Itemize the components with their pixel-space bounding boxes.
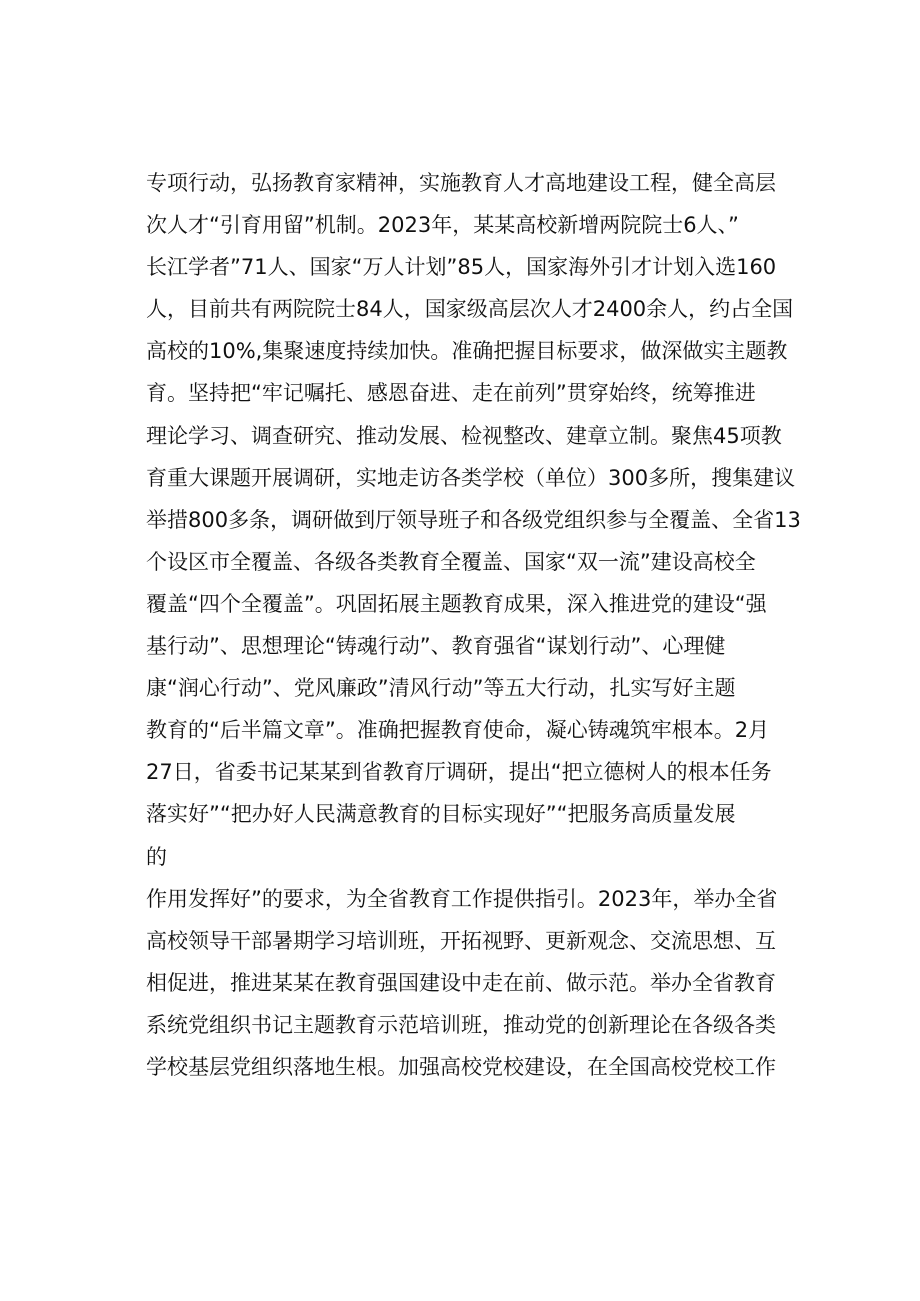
text-line: 人，目前共有两院院士84人，国家级高层次人才2400余人，约占全国	[146, 297, 794, 322]
text-line: 基行动”、思想理论“铸魂行动”、教育强省“谋划行动”、心理健	[146, 634, 726, 659]
body-text	[146, 162, 806, 1088]
text-line: 育。坚持把“牢记嘱托、感恩奋进、走在前列”贯穿始终，统筹推进	[146, 381, 756, 406]
text-line: 学校基层党组织落地生根。加强高校党校建设，在全国高校党校工作	[146, 1054, 776, 1079]
text-line: 专项行动，弘扬教育家精神，实施教育人才高地建设工程，健全高层	[146, 171, 776, 195]
text-line: 高校领导干部暑期学习培训班，开拓视野、更新观念、交流思想、互	[146, 928, 776, 953]
text-line: 举措800多条，调研做到厅领导班子和各级党组织参与全覆盖、全省13	[146, 507, 801, 532]
text-line: 康“润心行动”、党风廉政”清风行动”等五大行动，扎实写好主题	[146, 676, 736, 701]
text-line: 教育的“后半篇文章”。准确把握教育使命，凝心铸魂筑牢根本。2月	[146, 718, 770, 743]
text-line: 作用发挥好”的要求，为全省教育工作提供指引。2023年，举办全省	[146, 886, 778, 911]
text-line: 高校的10%,集聚速度持续加快。准确把握目标要求，做深做实主题教	[146, 339, 788, 364]
text-line: 育重大课题开展调研，实地走访各类学校（单位）300多所，搜集建议	[146, 465, 796, 490]
text-line: 长江学者”71人、国家“万人计划”85人，国家海外引才计划入选160	[146, 255, 777, 280]
text-line: 系统党组织书记主题教育示范培训班，推动党的创新理论在各级各类	[146, 1012, 776, 1037]
text-line: 的	[146, 844, 167, 869]
text-line: 次人才“引育用留”机制。2023年，某某高校新增两院院士6人、”	[146, 213, 739, 238]
text-line: 理论学习、调查研究、推动发展、检视整改、建章立制。聚焦45项教	[146, 423, 782, 448]
text-line: 27日，省委书记某某到省教育厅调研，提出“把立德树人的根本任务	[146, 760, 772, 785]
text-line: 个设区市全覆盖、各级各类教育全覆盖、国家“双一流”建设高校全	[146, 549, 756, 574]
text-line: 覆盖“四个全覆盖”。巩固拓展主题教育成果，深入推进党的建设“强	[146, 591, 767, 616]
text-line: 相促进，推进某某在教育强国建设中走在前、做示范。举办全省教育	[146, 970, 776, 995]
text-line: 落实好”“把办好人民满意教育的目标实现好”“把服务高质量发展	[146, 802, 736, 827]
